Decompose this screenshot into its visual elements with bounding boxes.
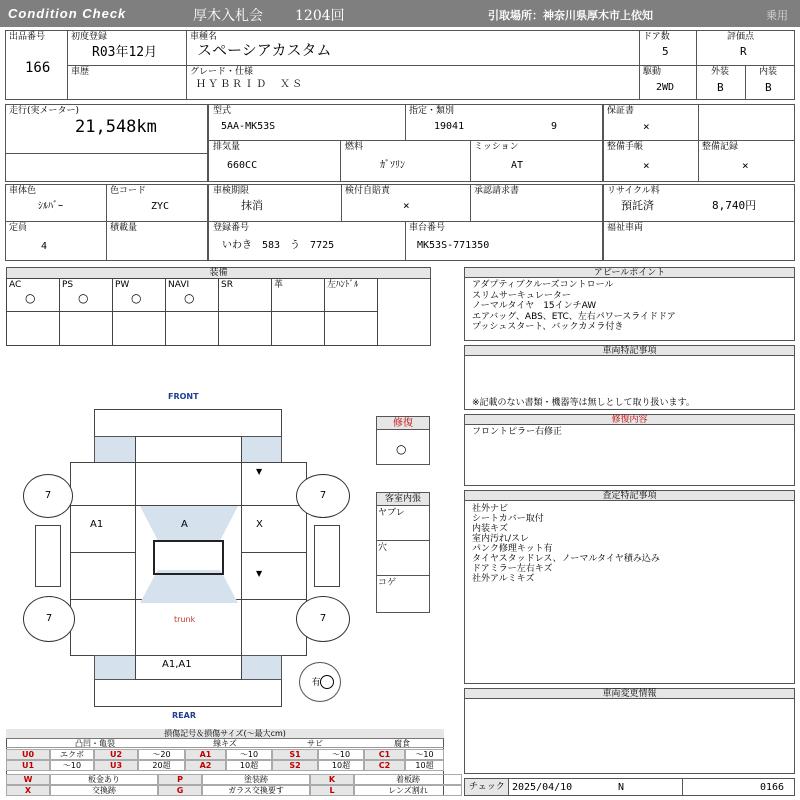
- front-label: FRONT: [168, 392, 199, 401]
- car-name: スペーシアカスタム: [197, 41, 332, 59]
- legend-desc: エクボ: [50, 749, 94, 760]
- first-registration: R03年12月: [92, 45, 158, 60]
- blank-cell: [698, 104, 795, 141]
- special-title: 車両特記事項: [464, 345, 795, 356]
- legend-code: S1: [272, 749, 318, 760]
- legend-desc: 10超: [405, 760, 444, 771]
- legend-desc: 〜10: [318, 749, 364, 760]
- tire-front-left: 7: [23, 474, 73, 518]
- inspect-label: 車検期限: [213, 186, 250, 196]
- approval-label: 承認請求書: [474, 186, 520, 196]
- warranty-label: 保証書: [607, 106, 635, 116]
- equipment-blank-0: [6, 311, 60, 346]
- chassis-label: 車台番号: [409, 223, 446, 233]
- equipment-value-0: ○: [25, 291, 36, 305]
- appraisal-line: 社外ナビ: [472, 504, 509, 514]
- seats: 4: [41, 241, 48, 252]
- interior-row-hole: 穴: [378, 543, 388, 553]
- repair-box-title: 修復: [376, 416, 430, 430]
- fuel: ｶﾞｿﾘﾝ: [380, 160, 405, 171]
- equipment-blank-2: [112, 311, 166, 346]
- exterior-grade: B: [717, 81, 724, 94]
- change-title: 車両変更情報: [464, 688, 795, 699]
- interior-row-burn: コゲ: [378, 578, 397, 588]
- record-label: 整備記録: [702, 142, 739, 152]
- legend-desc: ガラス交換要す: [202, 785, 310, 796]
- legend-desc: 〜10: [50, 760, 94, 771]
- legend-desc: 10超: [318, 760, 364, 771]
- appraisal-line: タイヤスタッドレス、ノーマルタイヤ積み込み: [472, 554, 660, 564]
- legend-desc: 〜10: [405, 749, 444, 760]
- ext-label: 外装: [711, 67, 730, 77]
- appeal-line: エアバッグ、ABS、ETC、左右パワースライドドア: [472, 311, 676, 322]
- appeal-line: アダプティブクルーズコントロール: [472, 280, 614, 290]
- grade-label: グレード・仕様: [190, 67, 254, 77]
- grade: ＨＹＢＲＩＤ ＸＳ: [196, 79, 304, 90]
- appraisal-line: 室内汚れ/スレ: [472, 534, 530, 544]
- appraisal-line: パンク修理キット有: [472, 544, 553, 554]
- mark-left-front: A1: [90, 519, 104, 530]
- legend-desc: レンズ割れ: [354, 785, 462, 796]
- equipment-value-3: ○: [184, 291, 195, 305]
- equipment-value-1: ○: [78, 291, 89, 305]
- equipment-blank-4: [218, 311, 272, 346]
- change-box: [464, 698, 795, 774]
- equipment-label-2: PW: [115, 280, 130, 290]
- appraisal-line: シートカバー取付: [472, 514, 544, 524]
- legend-code: A1: [185, 749, 226, 760]
- appraisal-box: [464, 500, 795, 684]
- mileage: 21,548km: [75, 117, 157, 137]
- check-number: 0166: [760, 782, 785, 793]
- legend-code: C2: [364, 760, 405, 771]
- legend-title: 損傷記号＆損傷サイズ(〜最大cm): [6, 729, 444, 739]
- equipment-blank-1: [59, 311, 113, 346]
- equipment-label-5: 革: [274, 280, 284, 290]
- score: R: [740, 45, 747, 58]
- vehicle-type: 乗用: [766, 9, 788, 22]
- check-date: 2025/04/10: [512, 782, 573, 793]
- tire-rear-right: 7: [296, 596, 350, 642]
- dent-icon-1: ▼: [256, 467, 263, 476]
- legend-desc: 20超: [138, 760, 185, 771]
- legend-code: X: [6, 785, 50, 796]
- legend-code: A2: [185, 760, 226, 771]
- appeal-title: アピールポイント: [464, 267, 795, 278]
- equipment-value-2: ○: [131, 291, 142, 305]
- check-label: チェック: [469, 782, 505, 792]
- plate: いわき 583 う 7725: [222, 240, 335, 251]
- legend-desc: 交換跡: [50, 785, 158, 796]
- disp-label: 排気量: [213, 142, 241, 152]
- code-label: 色コード: [110, 186, 147, 196]
- special-note: ※記載のない書類・機器等は無しとして取り扱います。: [472, 398, 695, 408]
- legend-code: U1: [6, 760, 50, 771]
- equipment-label-3: NAVI: [168, 280, 190, 290]
- tire-rear-left: 7: [23, 596, 75, 642]
- plate-label: 登録番号: [213, 223, 250, 233]
- interior-grade: B: [765, 81, 772, 94]
- tire-front-right: 7: [296, 474, 350, 518]
- liab-label: 検付自賠責: [345, 186, 391, 196]
- appeal-line: ノーマルタイヤ 15インチAW: [472, 301, 597, 311]
- legend-desc: 塗装跡: [202, 774, 310, 785]
- legend-code: K: [310, 774, 354, 785]
- legend-code: L: [310, 785, 354, 796]
- legend-code: U3: [94, 760, 138, 771]
- equipment-label-4: SR: [221, 280, 233, 290]
- repair-title: 修復内容: [464, 414, 795, 425]
- legend-desc: 板金あり: [50, 774, 158, 785]
- warranty: ×: [643, 120, 650, 133]
- appraisal-line: 社外アルミキズ: [472, 574, 535, 584]
- equipment-title: 装備: [6, 267, 431, 279]
- header-title: Condition Check: [8, 6, 127, 21]
- recycle-status: 預託済: [621, 199, 654, 212]
- model-label: 型式: [213, 106, 232, 116]
- legend-code: U2: [94, 749, 138, 760]
- appeal-line: プッシュスタート、バックカメラ付き: [472, 322, 624, 332]
- legend-desc: 〜10: [226, 749, 272, 760]
- score-label: 評価点: [727, 32, 755, 42]
- mark-rear: A1,A1: [162, 659, 192, 670]
- equipment-blank-5: [271, 311, 325, 346]
- classification: 9: [551, 121, 558, 132]
- legend-cat-rust: サビ: [307, 739, 323, 748]
- legend-code: S2: [272, 760, 318, 771]
- legend-code: U0: [6, 749, 50, 760]
- equipment-label-1: PS: [62, 280, 74, 290]
- lot-label: 出品番号: [9, 32, 46, 42]
- dent-icon-2: ▼: [256, 569, 263, 578]
- owner-badge: 有: [299, 662, 341, 702]
- legend-code: P: [158, 774, 202, 785]
- mark-right-front: X: [256, 519, 263, 530]
- model-code: 5AA-MK53S: [221, 121, 276, 132]
- mission: AT: [511, 160, 524, 171]
- check-mark: N: [618, 782, 625, 793]
- legend-cat-dent: 凸凹・亀裂: [75, 739, 115, 748]
- recycle-fee: 8,740円: [712, 199, 757, 212]
- appraisal-title: 査定特記事項: [464, 490, 795, 501]
- color-label: 車体色: [9, 186, 37, 196]
- rear-label: REAR: [172, 711, 196, 720]
- desig-label: 指定・類別: [409, 106, 455, 116]
- mileage-blank: [5, 153, 208, 182]
- liability: ×: [403, 199, 410, 212]
- appeal-line: スリムサーキュレーター: [472, 290, 571, 301]
- seats-label: 定員: [9, 223, 28, 233]
- equipment-blank-6: [324, 311, 378, 346]
- interior-title: 客室内張: [376, 492, 430, 506]
- mileage-label: 走行(実メーター): [9, 106, 80, 116]
- repair-text: フロントピラー右修正: [472, 427, 563, 437]
- load-label: 積載量: [110, 223, 138, 233]
- body-color: ｼﾙﾊﾞｰ: [38, 201, 63, 212]
- displacement: 660CC: [227, 160, 258, 171]
- history-label: 車歴: [71, 67, 90, 77]
- legend-cat-scratch: 線キズ: [213, 739, 237, 748]
- auction-name: 厚木入札会: [193, 8, 263, 24]
- interior-row-tear: ヤブレ: [378, 508, 405, 518]
- legend-code: C1: [364, 749, 405, 760]
- appraisal-line: ドアミラー左右キズ: [472, 564, 553, 574]
- equipment-blank-3: [165, 311, 219, 346]
- reg-label: 初度登録: [71, 32, 108, 42]
- manual: ×: [643, 159, 650, 172]
- name-label: 車種名: [190, 32, 218, 42]
- mark-roof: A: [181, 519, 188, 530]
- chassis-number: MK53S-771350: [417, 240, 490, 251]
- legend-desc: 着板跡: [354, 774, 462, 785]
- drive: 2WD: [656, 82, 675, 93]
- legend-cat-corrosion: 腐食: [394, 739, 410, 748]
- fuel-label: 燃料: [345, 142, 364, 152]
- equipment-label-6: 左ﾊﾝﾄﾞﾙ: [327, 280, 359, 290]
- mission-label: ミッション: [474, 142, 519, 152]
- repair-box-value: ○: [396, 442, 407, 456]
- color-code: ZYC: [151, 201, 170, 212]
- equipment-label-0: AC: [9, 280, 22, 290]
- trunk-label: trunk: [174, 615, 196, 624]
- inspection: 抹消: [241, 199, 263, 212]
- designation: 19041: [434, 121, 465, 132]
- legend-code: G: [158, 785, 202, 796]
- int-label: 内装: [759, 67, 778, 77]
- interior-box: [376, 505, 430, 613]
- lot-number: 166: [25, 60, 51, 76]
- welfare-label: 福祉車両: [607, 223, 644, 233]
- legend-code: W: [6, 774, 50, 785]
- appraisal-line: 内装キズ: [472, 524, 508, 534]
- manual-label: 整備手帳: [607, 142, 644, 152]
- doors: 5: [662, 45, 669, 58]
- legend-desc: 〜20: [138, 749, 185, 760]
- doors-label: ドア数: [643, 32, 670, 42]
- recycle-label: リサイクル料: [607, 186, 660, 196]
- pickup-location: 引取場所：神奈川県厚木市上依知: [488, 9, 653, 22]
- record: ×: [742, 159, 749, 172]
- drive-label: 駆動: [643, 67, 662, 77]
- manual-icon: [320, 675, 334, 689]
- auction-session: 1204回: [295, 8, 345, 24]
- legend-desc: 10超: [226, 760, 272, 771]
